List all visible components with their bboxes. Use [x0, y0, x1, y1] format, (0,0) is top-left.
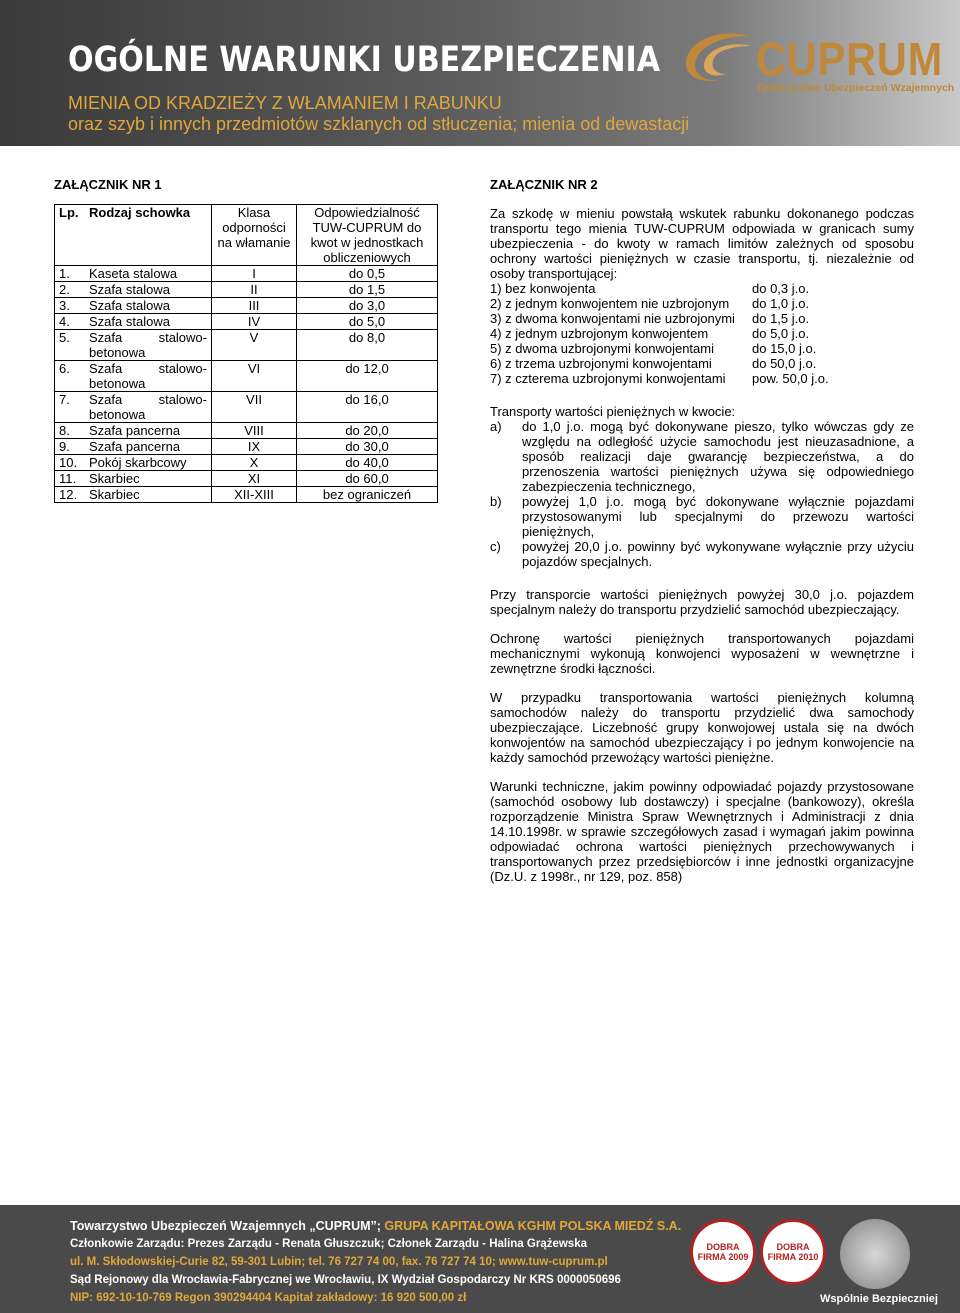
row-lp: 12.: [55, 487, 86, 503]
list-item: [490, 356, 914, 371]
limit-label: 1) bez konwojenta: [490, 281, 596, 296]
row-type-part: betonowa: [89, 407, 146, 422]
row-type: Szafa stalowa: [85, 282, 212, 298]
row-class: III: [212, 298, 297, 314]
item-text: powyżej 20,0 j.o. powinny być wykonywane wyłącznie przy użyciu pojazdów specjalnych.: [522, 539, 914, 569]
row-class: XII-XIII: [212, 487, 297, 503]
transport-heading: Transporty wartości pieniężnych w kwocie:: [490, 404, 736, 419]
row-amount: do 0,5: [297, 266, 438, 282]
safe-class-table: [54, 204, 438, 503]
logo-wordmark: CUPRUM: [756, 33, 944, 85]
attachment-2-body: [490, 206, 914, 884]
row-amount: bez ograniczeń: [297, 487, 438, 503]
award-badge-icon: [690, 1219, 756, 1285]
award-badge-label: DOBRA FIRMA 2010: [767, 1242, 819, 1262]
footer-company-line: [70, 1219, 681, 1233]
col-header-type: Rodzaj schowka: [85, 205, 212, 266]
row-type-part: Szafa: [89, 361, 123, 376]
award-badge-icon: [760, 1219, 826, 1285]
list-item: [490, 311, 914, 326]
table-row: [55, 314, 438, 330]
logo-tagline: Towarzystwo Ubezpieczeń Wzajemnych: [756, 82, 955, 94]
row-amount: do 5,0: [297, 314, 438, 330]
list-item: [490, 494, 914, 539]
list-item: [490, 371, 914, 386]
row-type: [85, 330, 212, 361]
table-row: [55, 455, 438, 471]
footer-court-line: Sąd Rejonowy dla Wrocławia-Fabrycznej we Wrocławiu, IX Wydział Gospodarczy Nr KRS 0000050696: [70, 1274, 621, 1286]
quality-seal-icon: [840, 1219, 910, 1289]
row-type-part: betonowa: [89, 345, 146, 360]
footer-nip-line: NIP: 692-10-10-769 Regon 390294404 Kapitał zakładowy: 16 920 500,00 zł: [70, 1292, 467, 1304]
row-type-part: Szafa: [89, 330, 123, 345]
list-item: [490, 281, 914, 296]
list-item: [490, 341, 914, 356]
row-class: IV: [212, 314, 297, 330]
paragraph-escort-car: Przy transporcie wartości pieniężnych powyżej 30,0 j.o. pojazdem specjalnym należy do transportu przydzielić samochód ubezpieczający.: [490, 587, 914, 617]
list-item: [490, 296, 914, 311]
row-amount: do 3,0: [297, 298, 438, 314]
row-lp: 9.: [55, 439, 86, 455]
col-header-liability: Odpowiedzialność TUW-CUPRUM do kwot w jednostkach obliczeniowych: [297, 205, 438, 266]
document-title: OGÓLNE WARUNKI UBEZPIECZENIA: [68, 40, 661, 80]
row-lp: 6.: [55, 361, 86, 392]
row-amount: do 16,0: [297, 392, 438, 423]
limit-amount: do 1,5 j.o.: [752, 311, 810, 326]
row-type: Skarbiec: [85, 487, 212, 503]
logo-swirl-icon: [680, 28, 760, 92]
row-amount: do 12,0: [297, 361, 438, 392]
limits-list: [490, 281, 914, 386]
table-row: [55, 282, 438, 298]
footer-group-name: GRUPA KAPITAŁOWA KGHM POLSKA MIEDŹ S.A.: [384, 1219, 682, 1233]
limit-amount: do 15,0 j.o.: [752, 341, 817, 356]
list-item: [490, 419, 914, 494]
document-subtitle-1: MIENIA OD KRADZIEŻY Z WŁAMANIEM I RABUNKU: [68, 93, 502, 113]
row-type-part: betonowa: [89, 376, 146, 391]
limit-label: 2) z jednym konwojentem nie uzbrojonym: [490, 296, 730, 311]
footer-board-line: Członkowie Zarządu: Prezes Zarządu - Renata Głuszczuk; Członek Zarządu - Halina Grążewska: [70, 1238, 587, 1250]
row-type: Skarbiec: [85, 471, 212, 487]
list-item: [490, 539, 914, 569]
footer-company-name: Towarzystwo Ubezpieczeń Wzajemnych „CUPRUM”;: [70, 1219, 381, 1233]
cuprum-logo: [680, 24, 955, 100]
paragraph-communication: Ochronę wartości pieniężnych transportowanych pojazdami mechanicznymi wykonują konwojenci wyposażeni w wewnętrzne i zewnętrzne środki łączności.: [490, 631, 914, 676]
table-header-row: [55, 205, 438, 266]
table-row: [55, 298, 438, 314]
row-amount: do 40,0: [297, 455, 438, 471]
row-lp: 3.: [55, 298, 86, 314]
row-type-part: stalowo-: [158, 330, 207, 345]
intro-paragraph: Za szkodę w mieniu powstałą wskutek rabunku dokonanego podczas transportu tego mienia TUW-CUPRUM odpowiada w granicach sumy ubezpieczenia - do kwoty w ramach limitów zależnych od sposobu ochrony wartości pieniężnych w czasie transportu, tj. niezależnie od osoby transportującej:: [490, 206, 914, 281]
table-row: [55, 266, 438, 282]
row-class: I: [212, 266, 297, 282]
item-key: b): [490, 494, 502, 509]
limit-amount: do 5,0 j.o.: [752, 326, 810, 341]
row-class: IX: [212, 439, 297, 455]
col-header-class: Klasa odporności na włamanie: [212, 205, 297, 266]
row-lp: 2.: [55, 282, 86, 298]
row-amount: do 30,0: [297, 439, 438, 455]
row-type-part: stalowo-: [158, 392, 207, 407]
row-lp: 11.: [55, 471, 86, 487]
row-lp: 5.: [55, 330, 86, 361]
limit-label: 5) z dwoma uzbrojonymi konwojentami: [490, 341, 714, 356]
row-lp: 7.: [55, 392, 86, 423]
row-type: [85, 361, 212, 392]
row-lp: 4.: [55, 314, 86, 330]
row-class: VII: [212, 392, 297, 423]
row-lp: 1.: [55, 266, 86, 282]
item-text: do 1,0 j.o. mogą być dokonywane pieszo, tylko wówczas gdy ze względu na odległość użycie samochodu jest nieuzasadnione, a sposób realizacji daje gwarancję bezpieczeństwa, a do przenoszenia wartości pieniężnych używa się odpowiedniego zabezpieczenia technicznego,: [522, 419, 914, 494]
row-class: VI: [212, 361, 297, 392]
table-row: [55, 439, 438, 455]
row-type: Szafa stalowa: [85, 298, 212, 314]
row-class: X: [212, 455, 297, 471]
list-item: [490, 326, 914, 341]
transport-list: [490, 419, 914, 569]
paragraph-column: W przypadku transportowania wartości pieniężnych kolumną samochodów należy do transportu przydzielić dwa samochody ubezpieczające. Liczebność grupy konwojowej ustala się na dwóch konwojentów na samochód ubezpieczający i po jednym konwojencie na każdy samochód przewożący wartości pieniężne.: [490, 690, 914, 765]
row-amount: do 1,5: [297, 282, 438, 298]
row-class: VIII: [212, 423, 297, 439]
table-row: [55, 423, 438, 439]
table-row: [55, 392, 438, 423]
footer-slogan: Wspólnie Bezpieczniej: [820, 1293, 938, 1305]
limit-amount: pow. 50,0 j.o.: [752, 371, 829, 386]
page-header: [0, 0, 960, 146]
row-type-part: Szafa: [89, 392, 123, 407]
limit-amount: do 50,0 j.o.: [752, 356, 817, 371]
row-type: Szafa pancerna: [85, 423, 212, 439]
limit-label: 3) z dwoma konwojentami nie uzbrojonymi: [490, 311, 735, 326]
document-subtitle-2: oraz szyb i innych przedmiotów szklanych od stłuczenia; mienia od dewastacji: [68, 114, 690, 134]
row-class: V: [212, 330, 297, 361]
limit-label: 6) z trzema uzbrojonymi konwojentami: [490, 356, 712, 371]
table-row: [55, 471, 438, 487]
limit-amount: do 0,3 j.o.: [752, 281, 810, 296]
row-type: Kaseta stalowa: [85, 266, 212, 282]
row-lp: 10.: [55, 455, 86, 471]
award-badge-label: DOBRA FIRMA 2009: [697, 1242, 749, 1262]
page-footer: [0, 1205, 960, 1313]
limit-label: 4) z jednym uzbrojonym konwojentem: [490, 326, 709, 341]
item-text: powyżej 1,0 j.o. mogą być dokonywane wyłącznie pojazdami przystosowanymi lub specjalnymi do przewozu wartości pieniężnych,: [522, 494, 914, 539]
item-key: a): [490, 419, 502, 434]
limit-amount: do 1,0 j.o.: [752, 296, 810, 311]
row-type: Szafa pancerna: [85, 439, 212, 455]
table-row: [55, 361, 438, 392]
paragraph-regulation: Warunki techniczne, jakim powinny odpowiadać pojazdy przystosowane (samochód osobowy lub dostawczy) i specjalne (bankowozy), określa rozporządzenie Ministra Spraw Wewnętrznych i Administracji z dnia 14.10.1998r. w sprawie szczegółowych zasad i wymagań jakim powinna odpowiadać ochrona wartości pieniężnych przechowywanych i transportowanych przez przedsiębiorców i inne jednostki organizacyjne (Dz.U. z 1998r., nr 129, poz. 858): [490, 779, 914, 884]
row-amount: do 20,0: [297, 423, 438, 439]
row-amount: do 60,0: [297, 471, 438, 487]
footer-address-line: ul. M. Skłodowskiej-Curie 82, 59-301 Lubin; tel. 76 727 74 00, fax. 76 727 74 10; www.tuw-cuprum.pl: [70, 1256, 608, 1268]
table-row: [55, 487, 438, 503]
table-row: [55, 330, 438, 361]
row-type: Szafa stalowa: [85, 314, 212, 330]
attachment-2-heading: ZAŁĄCZNIK NR 2: [490, 177, 598, 192]
col-header-lp: Lp.: [55, 205, 86, 266]
row-amount: do 8,0: [297, 330, 438, 361]
attachment-1-heading: ZAŁĄCZNIK NR 1: [54, 177, 162, 192]
limit-label: 7) z czterema uzbrojonymi konwojentami: [490, 371, 726, 386]
row-type: Pokój skarbcowy: [85, 455, 212, 471]
row-type-part: stalowo-: [158, 361, 207, 376]
row-lp: 8.: [55, 423, 86, 439]
item-key: c): [490, 539, 501, 554]
row-class: II: [212, 282, 297, 298]
row-type: [85, 392, 212, 423]
row-class: XI: [212, 471, 297, 487]
